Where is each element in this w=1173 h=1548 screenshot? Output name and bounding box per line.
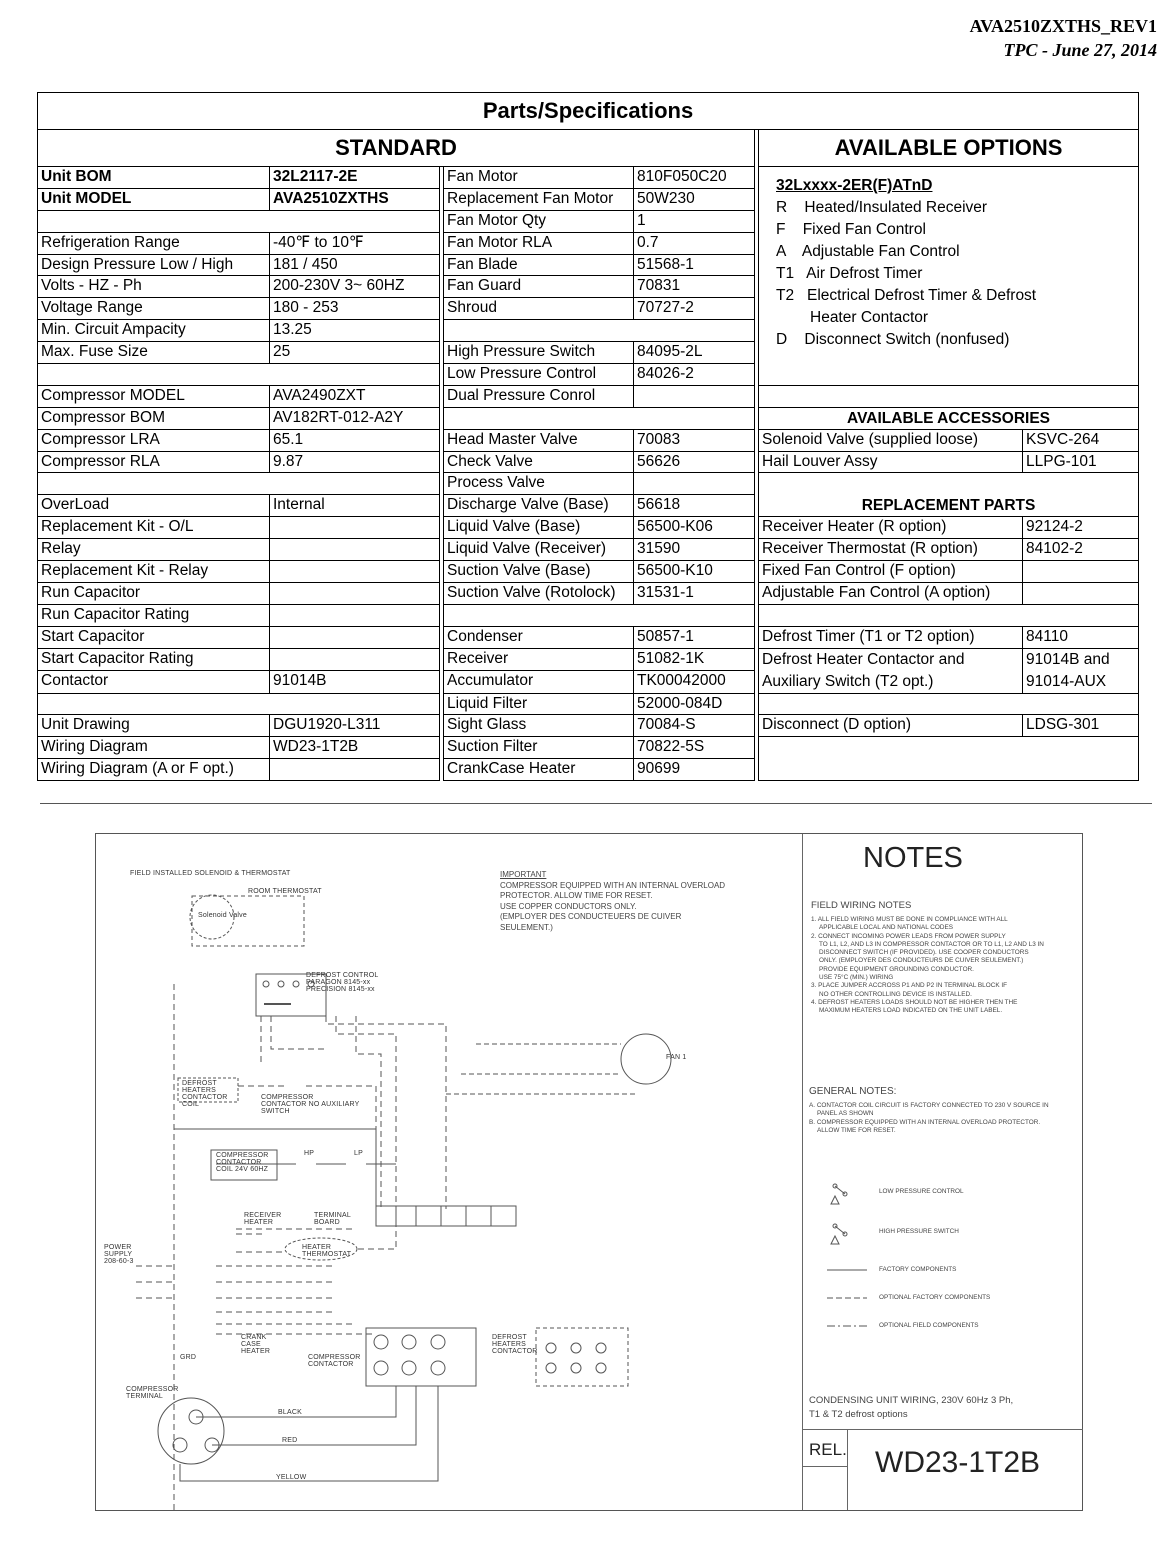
cell-empty [759, 693, 1139, 715]
spec-value: 181 / 450 [270, 254, 440, 276]
part-label: Suction Valve (Rotolock) [444, 582, 634, 604]
part-label: Head Master Valve [444, 429, 634, 451]
part-number: 70727-2 [634, 298, 755, 320]
spec-label: OverLoad [38, 495, 270, 517]
spec-label: Refrigeration Range [38, 232, 270, 254]
spec-label: Unit Drawing [38, 715, 270, 737]
spec-label: Design Pressure Low / High [38, 254, 270, 276]
replacement-row-part [1023, 561, 1139, 583]
field-wiring-title: FIELD WIRING NOTES [811, 900, 912, 911]
options-header: AVAILABLE OPTIONS [759, 130, 1139, 167]
table-row [38, 517, 1139, 539]
replacement-row-label: Defrost Timer (T1 or T2 option) [759, 626, 1023, 648]
drawing-number: WD23-1T2B [875, 1446, 1041, 1479]
option-item: T2 Electrical Defrost Timer & Defrost [776, 287, 1037, 304]
options-block [759, 167, 1139, 386]
note-line: MAXIMUM HEATERS LOAD INDICATED ON THE UNIT LABEL. [819, 1007, 1003, 1015]
important-line: COMPRESSOR EQUIPPED WITH AN INTERNAL OVERLOAD [500, 880, 726, 890]
column-gap [755, 320, 759, 342]
note-line: 4. DEFROST HEATERS LOADS SHOULD NOT BE HIGHER THEN THE [811, 998, 1018, 1006]
part-number: 56626 [634, 451, 755, 473]
note-line: APPLICABLE LOCAL AND NATIONAL CODES [819, 924, 954, 932]
spec-label: Run Capacitor [38, 582, 270, 604]
table-row [38, 407, 1139, 429]
spec-label: Relay [38, 539, 270, 561]
part-number: 31590 [634, 539, 755, 561]
spec-label: Contactor [38, 671, 270, 694]
replacement-row-part: 91014B and 91014-AUX [1023, 648, 1139, 693]
spec-value [270, 517, 440, 539]
important-line: PROTECTOR. ALLOW TIME FOR RESET. [500, 891, 653, 900]
part-label: Low Pressure Control [444, 364, 634, 386]
table-row [38, 167, 1139, 189]
spec-label: Voltage Range [38, 298, 270, 320]
replacement-row-label: Defrost Heater Contactor and Auxiliary Switch (T2 opt.) [759, 648, 1023, 693]
note-line: A. CONTACTOR COIL CIRCUIT IS FACTORY CONNECTED TO 230 V SOURCE IN [809, 1102, 1049, 1109]
spec-value [270, 582, 440, 604]
part-number: 84095-2L [634, 342, 755, 364]
spec-value: AV182RT-012-A2Y [270, 407, 440, 429]
column-gap [755, 495, 759, 517]
accessory-row-label: Solenoid Valve (supplied loose) [759, 429, 1023, 451]
spec-value [270, 604, 440, 626]
part-label: Check Valve [444, 451, 634, 473]
table-row [38, 582, 1139, 604]
label-hp: HP [304, 1150, 315, 1157]
cell-empty [38, 364, 440, 386]
cell-empty [38, 210, 440, 232]
option-item: D Disconnect Switch (nonfused) [776, 331, 1010, 348]
part-number [634, 473, 755, 495]
document-date: TPC - June 27, 2014 [1003, 40, 1157, 60]
label-power-supply: POWER SUPPLY 208-60-3 [104, 1244, 134, 1265]
spec-label: Compressor BOM [38, 407, 270, 429]
part-number: 1 [634, 210, 755, 232]
spec-label: Start Capacitor [38, 626, 270, 648]
part-label: Shroud [444, 298, 634, 320]
spec-value: 13.25 [270, 320, 440, 342]
column-gap [755, 210, 759, 232]
spec-label: Volts - HZ - Ph [38, 276, 270, 298]
label-comp-terminal: COMPRESSOR TERMINAL [126, 1386, 179, 1400]
rel-label: REL. [809, 1440, 847, 1459]
part-number: 56618 [634, 495, 755, 517]
part-number: 51082-1K [634, 648, 755, 671]
cell-empty [759, 737, 1139, 781]
wiring-schematic [96, 834, 802, 1510]
part-number: 70083 [634, 429, 755, 451]
spec-value: AVA2490ZXT [270, 385, 440, 407]
replacement-row-part: 84110 [1023, 626, 1139, 648]
table-title: Parts/Specifications [38, 93, 1139, 130]
table-row [38, 385, 1139, 407]
accessory-row-part: LLPG-101 [1023, 451, 1139, 473]
replacement-row-part: 84102-2 [1023, 539, 1139, 561]
part-number: 50W230 [634, 188, 755, 210]
part-label: Receiver [444, 648, 634, 671]
section-divider [40, 803, 1152, 804]
part-label: Fan Motor Qty [444, 210, 634, 232]
part-label: Accumulator [444, 671, 634, 694]
label-defrost-coil: DEFROST HEATERS CONTACTOR COIL [182, 1080, 228, 1108]
label-terminal-board: TERMINAL BOARD [314, 1212, 351, 1226]
part-label: Replacement Fan Motor [444, 188, 634, 210]
spec-value: AVA2510ZXTHS [270, 188, 440, 210]
label-yellow: YELLOW [276, 1474, 307, 1481]
part-number: TK00042000 [634, 671, 755, 694]
important-line: (EMPLOYER DES CONDUCTEUERS DE CUIVER [500, 912, 682, 921]
part-label: Fan Guard [444, 276, 634, 298]
part-label: Suction Valve (Base) [444, 561, 634, 583]
note-line: 3. PLACE JUMPER ACCROSS P1 AND P2 IN TERMINAL BLOCK IF [811, 982, 1008, 990]
spec-value: WD23-1T2B [270, 737, 440, 759]
spec-label: Replacement Kit - Relay [38, 561, 270, 583]
column-gap [755, 759, 759, 781]
legend-factory: FACTORY COMPONENTS [879, 1266, 957, 1273]
part-label: Fan Blade [444, 254, 634, 276]
part-number: 31531-1 [634, 582, 755, 604]
note-line: PANEL AS SHOWN [817, 1110, 874, 1118]
spec-label: Compressor LRA [38, 429, 270, 451]
part-label: Fan Motor [444, 167, 634, 189]
general-notes [809, 1102, 1081, 1135]
column-gap [755, 232, 759, 254]
part-label: Sight Glass [444, 715, 634, 737]
part-label: Discharge Valve (Base) [444, 495, 634, 517]
note-line: ONLY. (EMPLOYER DES CONDUCTEURS DE CUIVER SEULEMENT.) [819, 957, 1024, 965]
spec-value: 25 [270, 342, 440, 364]
spec-label: Compressor MODEL [38, 385, 270, 407]
cell-empty [444, 604, 755, 626]
replacement-row-label: Receiver Heater (R option) [759, 517, 1023, 539]
table-row [38, 561, 1139, 583]
note-line: 1. ALL FIELD WIRING MUST BE DONE IN COMPLIANCE WITH ALL [811, 916, 1008, 923]
column-gap [755, 671, 759, 694]
spec-value: 180 - 253 [270, 298, 440, 320]
cell-empty [759, 604, 1139, 626]
cell-empty [759, 385, 1139, 407]
label-solenoid-valve: Solenoid Valve [198, 912, 247, 919]
part-label: Dual Pressure Conrol [444, 385, 634, 407]
part-number: 51568-1 [634, 254, 755, 276]
document-header [970, 14, 1157, 62]
column-gap [755, 342, 759, 364]
title-block [803, 1429, 1083, 1510]
part-label: Liquid Filter [444, 693, 634, 715]
cell-empty [444, 320, 755, 342]
table-row [38, 539, 1139, 561]
cell-empty [38, 693, 440, 715]
wiring-diagram [95, 833, 1083, 1511]
part-label: Fan Motor RLA [444, 232, 634, 254]
spec-value [270, 626, 440, 648]
note-line: B. COMPRESSOR EQUIPPED WITH AN INTERNAL OVERLOAD PROTECTOR. [809, 1118, 1041, 1126]
legend-high-pressure: HIGH PRESSURE SWITCH [879, 1228, 959, 1235]
label-fan: FAN 1 [666, 1054, 687, 1061]
caption-line-2: T1 & T2 defrost options [809, 1409, 908, 1420]
part-label: Suction Filter [444, 737, 634, 759]
spec-label: Unit MODEL [38, 188, 270, 210]
spec-value [270, 759, 440, 781]
note-line: PROVIDE EQUIPMENT GROUNDING CONDUCTOR. [819, 965, 974, 973]
spec-value: 32L2117-2E [270, 167, 440, 189]
spec-value: Internal [270, 495, 440, 517]
option-item: A Adjustable Fan Control [776, 243, 960, 260]
table-row [38, 648, 1139, 671]
table-row [38, 626, 1139, 648]
table-row [38, 429, 1139, 451]
part-number: 810F050C20 [634, 167, 755, 189]
important-title: IMPORTANT [500, 870, 547, 879]
parts-specifications-table [37, 92, 1139, 781]
label-field-installed: FIELD INSTALLED SOLENOID & THERMOSTAT [130, 870, 291, 877]
replacement-row-label: Fixed Fan Control (F option) [759, 561, 1023, 583]
accessory-row-part: KSVC-264 [1023, 429, 1139, 451]
column-gap [755, 188, 759, 210]
label-aux-switch: COMPRESSOR CONTACTOR NO AUXILIARY SWITCH [261, 1094, 360, 1115]
legend-symbols [823, 1180, 883, 1360]
general-notes-title: GENERAL NOTES: [809, 1086, 897, 1097]
label-defrost-contactor: DEFROST HEATERS CONTACTOR [492, 1334, 538, 1355]
note-line: DISCONNECT SWITCH (IF PROVIDED). USE COOPER CONDUCTORS [819, 949, 1029, 957]
spec-label: Wiring Diagram [38, 737, 270, 759]
label-heater-thermostat: HEATER THERMOSTAT [302, 1244, 352, 1258]
column-gap [755, 254, 759, 276]
part-number: 56500-K06 [634, 517, 755, 539]
part-number [634, 385, 755, 407]
legend-optional-field: OPTIONAL FIELD COMPONENTS [879, 1322, 979, 1329]
part-number: 70831 [634, 276, 755, 298]
part-label: Liquid Valve (Base) [444, 517, 634, 539]
part-label: Condenser [444, 626, 634, 648]
replacement-row-label: Adjustable Fan Control (A option) [759, 582, 1023, 604]
replacement-row-part [1023, 582, 1139, 604]
spec-value: 9.87 [270, 451, 440, 473]
caption-line-1: CONDENSING UNIT WIRING, 230V 60Hz 3 Ph, [809, 1395, 1014, 1406]
replacement-row-part: LDSG-301 [1023, 715, 1139, 737]
part-number: 50857-1 [634, 626, 755, 648]
document-id: AVA2510ZXTHS_REV1 [969, 16, 1157, 36]
accessories-title: AVAILABLE ACCESSORIES [759, 407, 1139, 429]
notes-title: NOTES [863, 842, 963, 874]
note-line: NO OTHER CONTROLLING DEVICE IS INSTALLED. [819, 990, 972, 998]
note-line: TO L1, L2, AND L3 IN COMPRESSOR CONTACTOR OR TO L1, L2 AND L3 IN [819, 940, 1044, 948]
label-comp-coil: COMPRESSOR CONTACTOR COIL 24V 60HZ [216, 1152, 269, 1173]
note-line: ALLOW TIME FOR RESET. [817, 1126, 896, 1134]
important-line: USE COPPER CONDUCTORS ONLY. [500, 901, 637, 911]
label-comp-contactor: COMPRESSOR CONTACTOR [308, 1354, 361, 1368]
option-item: T1 Air Defrost Timer [776, 265, 923, 282]
field-wiring-notes [811, 916, 1079, 1016]
part-number: 56500-K10 [634, 561, 755, 583]
spec-value: 200-230V 3~ 60HZ [270, 276, 440, 298]
label-black: BLACK [278, 1409, 302, 1416]
label-room-thermostat: ROOM THERMOSTAT [248, 888, 322, 895]
label-crankcase: CRANK CASE HEATER [241, 1334, 271, 1355]
part-number: 70822-5S [634, 737, 755, 759]
label-grd: GRD [180, 1354, 197, 1361]
spec-label: Unit BOM [38, 167, 270, 189]
option-item: Heater Contactor [810, 309, 929, 326]
spec-value [270, 539, 440, 561]
part-label: High Pressure Switch [444, 342, 634, 364]
table-row [38, 693, 1139, 715]
important-note [500, 870, 725, 933]
replacement-row-part: 92124-2 [1023, 517, 1139, 539]
spec-label: Run Capacitor Rating [38, 604, 270, 626]
part-label: Liquid Valve (Receiver) [444, 539, 634, 561]
options-code: 32Lxxxx-2ER(F)ATnD [776, 177, 933, 194]
legend-low-pressure: LOW PRESSURE CONTROL [879, 1188, 964, 1195]
spec-label: Replacement Kit - O/L [38, 517, 270, 539]
table-row [38, 604, 1139, 626]
replacement-row-label: Disconnect (D option) [759, 715, 1023, 737]
accessory-row-label: Hail Louver Assy [759, 451, 1023, 473]
table-row [38, 737, 1139, 759]
important-line: SEULEMENT.) [500, 922, 553, 932]
spec-label: Min. Circuit Ampacity [38, 320, 270, 342]
label-red: RED [282, 1437, 298, 1444]
replacement-row-label: Receiver Thermostat (R option) [759, 539, 1023, 561]
cell-empty [38, 473, 440, 495]
table-row [38, 715, 1139, 737]
part-label: Process Valve [444, 473, 634, 495]
note-line: 2. CONNECT INCOMING POWER LEADS FROM POWER SUPPLY [811, 932, 1006, 940]
notes-panel [802, 834, 1083, 1510]
option-item: R Heated/Insulated Receiver [776, 199, 988, 216]
column-gap [755, 298, 759, 320]
spec-value: -40℉ to 10℉ [270, 232, 440, 254]
legend-optional-factory: OPTIONAL FACTORY COMPONENTS [879, 1294, 991, 1301]
part-label: CrankCase Heater [444, 759, 634, 781]
part-number: 0.7 [634, 232, 755, 254]
column-gap [755, 276, 759, 298]
note-line: USE 75°C (MIN.) WIRING [819, 974, 894, 982]
part-number: 84026-2 [634, 364, 755, 386]
replacement-title: REPLACEMENT PARTS [759, 473, 1139, 517]
spec-value: 65.1 [270, 429, 440, 451]
spec-value [270, 648, 440, 671]
part-number: 70084-S [634, 715, 755, 737]
label-lp: LP [354, 1150, 363, 1157]
table-row [38, 473, 1139, 495]
spec-value [270, 561, 440, 583]
label-defrost-control: DEFROST CONTROL PARAGON 8145-xx PRECISION 8145-xx [306, 972, 379, 993]
spec-label: Start Capacitor Rating [38, 648, 270, 671]
part-number: 52000-084D [634, 693, 755, 715]
cell-empty [444, 407, 755, 429]
standard-header: STANDARD [38, 130, 755, 167]
spec-label: Wiring Diagram (A or F opt.) [38, 759, 270, 781]
spec-value: DGU1920-L311 [270, 715, 440, 737]
spec-label: Max. Fuse Size [38, 342, 270, 364]
option-item: F Fixed Fan Control [776, 221, 926, 238]
column-gap [755, 364, 759, 386]
table-row [38, 451, 1139, 473]
label-receiver-heater: RECEIVER HEATER [244, 1212, 282, 1226]
spec-label: Compressor RLA [38, 451, 270, 473]
part-number: 90699 [634, 759, 755, 781]
spec-value: 91014B [270, 671, 440, 694]
